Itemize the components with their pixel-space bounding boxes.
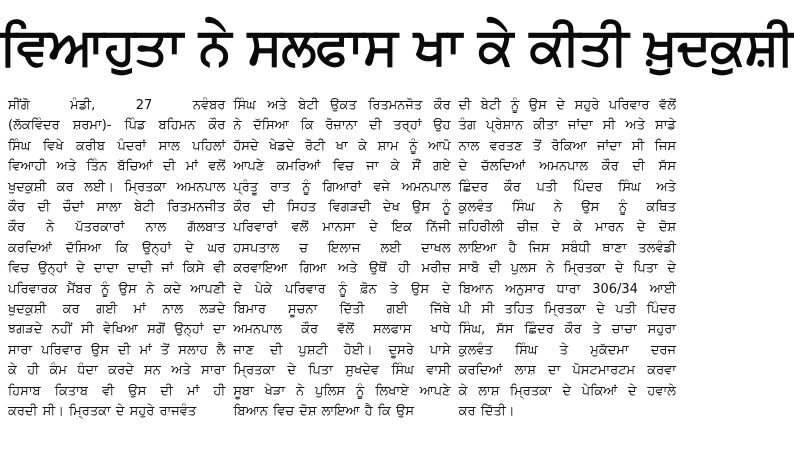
article-line: ਕਰਦਿਆਂ ਦੱਸਿਆ ਕਿ ਉਨ੍ਹਾਂ ਦੇ ਘਰ [8, 240, 226, 256]
article-line: ਸਿੰਘ ਅਤੇ ਬੇਟੀ ਉਕਤ ਰਿਤਮਨਜੋਤ ਕੌਰ [233, 98, 451, 113]
article-line: ਕੇ ਹੀ ਕੰਮ ਧੰਦਾ ਕਰਦੇ ਸਨ ਅਤੇ ਸਾਰਾ [8, 363, 226, 379]
article-line: ਹਿਸਾਬ ਕਿਤਾਬ ਵੀ ਉਸ ਦੀ ਮਾਂ ਹੀ [8, 383, 226, 399]
article-line: ਕਰਵਾਇਆ ਗਿਆ ਅਤੇ ਉਥੋਂ ਹੀ ਮਰੀਜ਼ [233, 261, 451, 277]
article-line: ਕੌਰ ਨੇ ਪੱਤਰਕਾਰਾਂ ਨਾਲ ਗੱਲਬਾਤ [8, 220, 226, 236]
article-column-3 [459, 96, 676, 462]
article-line: ਕੁਲਵੰਤ ਸਿੰਘ ਨੇ ਉਸ ਨੂੰ ਕਥਿਤ [458, 200, 676, 216]
article-line: ਵਿਆਹੀ ਅਤੇ ਤਿੰਨ ਬੱਚਿਆਂ ਦੀ ਮਾਂ ਵਲੋਂ [8, 159, 226, 175]
article-line: ਹਸਪਤਾਲ ਚ ਇਲਾਜ ਲਈ ਦਾਖਲ [233, 240, 451, 256]
article-line: ਅਮਨਪਾਲ ਕੌਰ ਵੱਲੋਂ ਸਲਫਾਸ ਖਾਧੇ [233, 322, 451, 338]
article-line: ਝਗੜਦੇ ਨਹੀਂ ਸੀ ਵੇਖਿਆ ਸਗੋਂ ਉਨ੍ਹਾਂ ਦਾ [8, 322, 226, 338]
article-column-1 [8, 96, 225, 462]
article-line: ਵਿਚ ਉਨ੍ਹਾਂ ਦੇ ਦਾਦਾ ਦਾਦੀ ਜਾਂ ਕਿਸੇ ਵੀ [8, 261, 226, 277]
article-line: ਖੁਦਕੁਸ਼ੀ ਕਰ ਲਈ। ਮ੍ਰਿਤਕਾ ਅਮਨਪਾਲ [8, 179, 226, 195]
article-line: ਪੀ ਸੀ ਤਹਿਤ ਮ੍ਰਿਤਕਾ ਦੇ ਪਤੀ ਪਿੰਦਰ [458, 302, 676, 318]
article-line: ਹੱਸਦੇ ਖੇਡਦੇ ਰੋਟੀ ਖਾ ਕੇ ਸ਼ਾਮ ਨੂੰ ਆਪੋ [233, 138, 451, 154]
article-line: ਪਰਿਵਾਰਾਂ ਵਲੋਂ ਮਾਨਸਾ ਦੇ ਇਕ ਨਿੱਜੀ [233, 220, 451, 236]
article-line: ਸੂਬਾ ਖੇੜਾ ਨੇ ਪੁਲਿਸ ਨੂੰ ਲਿਖਾਏ ਆਪਣੇ [233, 383, 451, 399]
headline: ਵਿਆਹੁਤਾ ਨੇ ਸਲਫਾਸ ਖਾ ਕੇ ਕੀਤੀ ਖ਼ੁਦਕੁਸ਼ੀ [0, 17, 794, 77]
article-line: ਨੇ ਦੱਸਿਆ ਕਿ ਰੋਜ਼ਾਨਾ ਦੀ ਤਰ੍ਹਾਂ ਉਹ [233, 118, 451, 134]
article-line: ਕਰਦਿਆਂ ਲਾਸ਼ ਦਾ ਪੋਸਟਮਾਰਟਮ ਕਰਵਾ [458, 363, 676, 379]
article-line: ਮ੍ਰਿਤਕਾ ਦੇ ਪਿਤਾ ਸੁਖਦੇਵ ਸਿੰਘ ਵਾਸੀ [233, 363, 451, 379]
article-line: ਕੁਲਵੰਤ ਸਿੰਘ ਤੇ ਮੁਕੱਦਮਾ ਦਰਜ [458, 342, 676, 358]
article-line: ਬਿਆਨ ਵਿਚ ਦੋਸ਼ ਲਾਇਆ ਹੈ ਕਿ ਉਸ [233, 404, 415, 420]
article-line: ਤੰਗ ਪ੍ਰੇਸ਼ਾਨ ਕੀਤਾ ਜਾਂਦਾ ਸੀ ਅਤੇ ਸਾਡੇ [458, 118, 676, 134]
article-line: ਨਾਲ ਵਰਤਣ ਤੋਂ ਰੋਕਿਆ ਜਾਂਦਾ ਸੀ ਜਿਸ [458, 138, 676, 154]
article-line: ਸਾਰਾ ਪਰਿਵਾਰ ਉਸ ਦੀ ਮਾਂ ਤੋਂ ਸਲਾਹ ਲੈ [8, 342, 226, 358]
article-line: ਪ੍ਰੰਤੂ ਰਾਤ ਨੂੰ ਗਿਆਰਾਂ ਵਜੇ ਅਮਨਪਾਲ [233, 179, 451, 195]
article-line: ਕੌਰ ਦੀ ਚੌਦਾਂ ਸਾਲਾ ਬੇਟੀ ਰਿਤਮਨਜੀਤ [8, 200, 226, 216]
article-line: ਸਾਬੋ ਦੀ ਪੁਲਸ ਨੇ ਮ੍ਰਿਤਕਾ ਦੇ ਪਿਤਾ ਦੇ [458, 261, 676, 277]
article-line: ਸੀਂਗੋ ਮੰਡੀ, 27 ਨਵੰਬਰ [8, 98, 226, 113]
article-line: ਆਪਣੇ ਕਮਰਿਆਂ ਵਿਚ ਜਾ ਕੇ ਸੌਂ ਗਏ [233, 159, 451, 175]
article-line: ਜ਼ਹਿਰੀਲੀ ਚੀਜ਼ ਦੇ ਕੇ ਮਾਰਨ ਦੇ ਦੋਸ਼ [458, 220, 676, 236]
article-line: ਪਰਿਵਾਰਕ ਮੈਂਬਰ ਨੂੰ ਉਸ ਨੇ ਕਦੇ ਆਪਣੀ [8, 281, 226, 297]
article-line: ਛਿੰਦਰ ਕੌਰ ਪਤੀ ਪਿੰਦਰ ਸਿੰਘ ਅਤੇ [458, 179, 676, 195]
article-line: ਕਰਦੀ ਸੀ। ਮ੍ਰਿਤਕਾ ਦੇ ਸਹੁਰੇ ਰਾਜਵੰਤ [8, 404, 197, 420]
article-line: (ਲੱਕਵਿੰਦਰ ਸ਼ਰਮਾ)- ਪਿੰਡ ਬਹਿਮਨ ਕੌਰ [8, 118, 226, 134]
article-column-2 [233, 96, 450, 462]
article-line: ਬਿਮਾਰ ਸੂਚਨਾ ਦਿੱਤੀ ਗਈ ਜਿੱਥੇ [233, 302, 451, 318]
article-line: ਜਾਣ ਦੀ ਪੁਸ਼ਟੀ ਹੋਈ। ਦੂਸਰੇ ਪਾਸੇ [233, 342, 451, 358]
article-line: ਕੇ ਲਾਸ਼ ਮ੍ਰਿਤਕਾ ਦੇ ਪੇਕਿਆਂ ਦੇ ਹਵਾਲੇ [458, 383, 676, 399]
article-line: ਬਿਆਨ ਅਨੁਸਾਰ ਧਾਰਾ 306/34 ਆਈ [458, 281, 676, 297]
article-line: ਸਿੰਘ ਵਿਖੇ ਕਰੀਬ ਪੰਦਰਾਂ ਸਾਲ ਪਹਿਲਾਂ [8, 138, 226, 154]
article-line: ਖੁਦਕੁਸ਼ੀ ਕਰ ਗਈ ਮਾਂ ਨਾਲ ਲੜਦੇ [8, 302, 226, 318]
article-line: ਦੀ ਬੇਟੀ ਨੂੰ ਉਸ ਦੇ ਸਹੁਰੇ ਪਰਿਵਾਰ ਵੱਲੋਂ [458, 98, 676, 113]
article-body [8, 96, 676, 462]
article-line: ਦੇ ਚੱਲਦਿਆਂ ਅਮਨਪਾਲ ਕੌਰ ਦੀ ਸੱਸ [458, 159, 676, 175]
article-line: ਸਿੰਘ, ਸੱਸ ਛਿੰਦਰ ਕੌਰ ਤੇ ਚਾਚਾ ਸਹੁਰਾ [458, 322, 676, 338]
article-line: ਦੇ ਪੇਕੇ ਪਰਿਵਾਰ ਨੂੰ ਫ਼ੋਨ ਤੇ ਉਸ ਦੇ [233, 281, 451, 297]
article-line: ਕੌਰ ਦੀ ਸਿਹਤ ਵਿਗੜਦੀ ਦੇਖ ਉਸ ਨੂੰ [233, 200, 451, 216]
article-line: ਕਰ ਦਿੱਤੀ। [458, 404, 515, 420]
article-line: ਲਾਇਆ ਹੈ ਜਿਸ ਸਬੰਧੀ ਥਾਣਾ ਤਲਵੰਡੀ [458, 240, 676, 256]
